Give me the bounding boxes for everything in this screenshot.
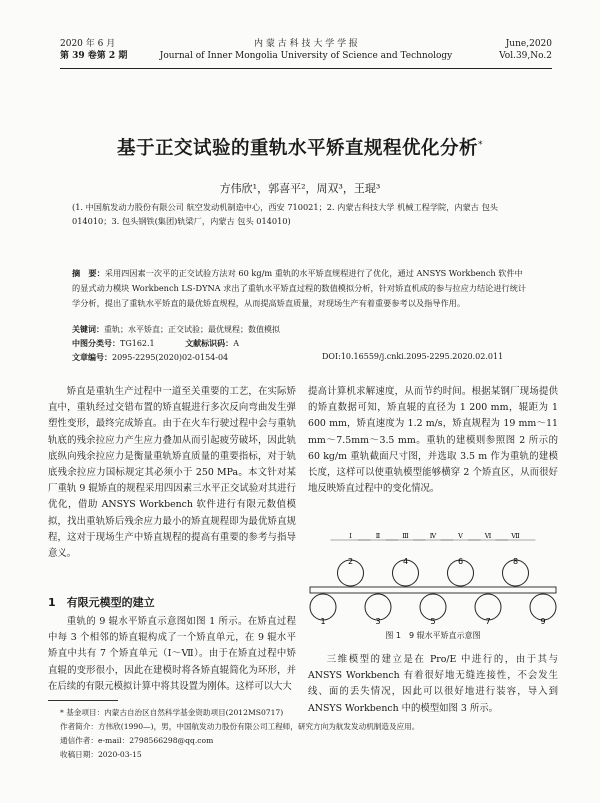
section-1-body (48, 614, 296, 695)
journal-name-en: Journal of Inner Mongolia University of Science and Technology (159, 51, 453, 61)
keywords-text: 重轨；水平矫直；正交试验；最优规程；数值模拟 (104, 325, 280, 334)
bottom-roller-label: 5 (430, 617, 436, 626)
journal-name-cn: 内 蒙 古 科 技 大 学 学 报 (254, 39, 358, 49)
unit-label: Ⅱ (375, 532, 381, 540)
left-column (48, 384, 296, 562)
doc-code-value: A (233, 339, 239, 348)
roller-group (310, 557, 556, 626)
doc-code-label: 文献标识码： (185, 338, 234, 348)
footnote-funding: * 基金项目：内蒙古自治区自然科学基金资助项目(2012MS0717) (60, 708, 284, 717)
unit-label: Ⅰ (349, 532, 352, 540)
abstract (72, 266, 530, 311)
paper-title-text: 基于正交试验的重轨水平矫直规程优化分析 (116, 138, 478, 159)
continued-paragraph: 提高计算机求解速度，从而节约时间。根据某钢厂现场提供的矫直数据可知，矫直辊的直径为 1 200 mm，辊距为 1 600 mm，矫直速度为 1.2 m/s，矫直规程为 19 mm～11 mm～7.5mm～3.5 mm。重轨的建模则参照图 2 所示的 60 kg/m 重轨截面尺寸图，并选取 3.5 m 作为重轨的建模长度，这样可以使重轨模型能够横穿 2 个矫直区，从而很好地反映矫直过程中的变化情况。 (308, 386, 558, 495)
section-1-heading: 1 有限元模型的建立 (48, 596, 155, 609)
clc-value: TG162.1 (120, 339, 155, 348)
figure-1-caption: 图 1 9 辊水平矫直示意图 (385, 631, 481, 640)
article-no-label: 文章编号： (72, 352, 112, 362)
classification-line (72, 337, 530, 350)
model-paragraph: 三维模型的建立是在 Pro/E 中进行的，由于其与 ANSYS Workbench 有着很好地无缝连接性，不会发生线、面的丢失情况，因此可以很好地进行装容，导入到 ANSYS Workbench 中的模型如图 3 所示。 (308, 654, 558, 714)
running-header (60, 38, 552, 72)
straightening-unit-group (331, 532, 536, 540)
paper-title (40, 134, 560, 160)
top-roller-label: 4 (402, 557, 409, 566)
unit-label: Ⅳ (429, 532, 437, 540)
unit-label: Ⅵ (484, 532, 492, 540)
footnote-author: 作者简介：方伟欣(1990—)，男，中国航发动力股份有限公司工程师，研究方向为航发发动机制造及应用。 (60, 722, 420, 731)
top-roller-label: 6 (457, 557, 464, 566)
issue-date-en: June,2020 (505, 39, 552, 49)
doi: DOI:10.16559/j.cnki.2095-2295.2020.02.011 (322, 352, 504, 361)
footnotes (60, 706, 560, 762)
abstract-text: 采用四因素一次平的正交试验方法对 60 kg/m 重轨的水平矫直规程进行了优化，通过 ANSYS Workbench 软件中的显式动力模块 Workbench LS-DYNA 求出了重轨水平矫直过程的数值模拟分析，针对矫直机成的参与拉应力结论进行统计学分析，提出了重轨水平矫直的最优矫直规程，从而提高矫直质量，对现场生产有着重要参考以及指导作用。 (72, 268, 527, 308)
bottom-roller-label: 9 (540, 617, 546, 626)
bottom-roller-label: 3 (375, 617, 381, 626)
article-no-value: 2095-2295(2020)02-0154-04 (112, 353, 229, 362)
bottom-roller-label: 1 (320, 617, 326, 626)
affiliations: (1. 中国航发动力股份有限公司 航空发动机制造中心，西安 710021；2. 内蒙古科技大学 机械工程学院，内蒙古 包头 014010；3. 包头钢铁(集团)轨梁厂，内蒙古 包头 014010) (72, 202, 498, 226)
right-column-top (308, 384, 558, 497)
footnote-received: 收稿日期：2020-03-15 (60, 750, 142, 759)
unit-label: Ⅲ (402, 532, 409, 540)
article-number-line (72, 351, 530, 364)
section-1-paragraph: 重轨的 9 辊水平矫直示意图如图 1 所示。在矫直过程中每 3 个相邻的矫直辊构成了一个矫直单元，在 9 辊水平矫直中共有 7 个矫直单元（Ⅰ～Ⅶ）。由于在矫直过程中矫直辊的变形很小，因此在建模时将各矫直辊简化为环形，并在后续的有限元模拟计算中将其设置为刚体。这样可以大大 (48, 616, 296, 692)
rail-body (310, 587, 556, 593)
figure-1-roller-diagram (308, 532, 558, 632)
keywords (72, 323, 530, 336)
unit-label: Ⅴ (458, 532, 463, 540)
intro-paragraph: 矫直是重轨生产过程中一道至关重要的工艺，在实际矫直中，重轨经过交错布置的矫直辊进行多次反向弯曲发生弹塑性变形，最终完成矫直。由于在火车行驶过程中会与重轨轨底的残余拉应力产生应力叠加从而引起疲劳破坏，因此轨底纵向残余拉应力是衡量重轨矫直质量的重要指标，对于轨底残余拉应力国标规定其必须小于 250 MPa。本文针对某厂重轨 9 辊矫直的规程采用四因素三水平正交试验对其进行优化，借助 ANSYS Workbench 软件进行有限元数值模拟，找出重轨矫后残余应力最小的矫直规程即为最优矫直规程，这对于现场生产中矫直规程的提高有重要的参考与指导意义。 (48, 386, 296, 560)
clc-label: 中图分类号： (72, 338, 120, 348)
footnote-contact: 通信作者：e-mail：2798566298@qq.com (60, 736, 214, 745)
top-roller-label: 2 (347, 557, 354, 566)
header-center (60, 38, 552, 62)
top-roller-label: 8 (512, 557, 519, 566)
header-right (499, 38, 552, 62)
keywords-label: 关键词： (72, 324, 104, 334)
title-footnote-mark: * (478, 139, 483, 150)
header-rule (60, 68, 552, 69)
bottom-roller-label: 7 (485, 617, 491, 626)
footnote-rule (48, 700, 118, 701)
abstract-label: 摘 要： (72, 268, 105, 278)
issue-volume-en: Vol.39,No.2 (499, 51, 552, 61)
unit-label: Ⅶ (511, 532, 520, 540)
issue-date-cn: 2020 年 6 月 (60, 39, 116, 49)
issue-volume-cn: 第 39 卷第 2 期 (60, 51, 128, 61)
author-list: 方伟欣¹，郭喜平²，周双³，王琨³ (219, 182, 381, 195)
